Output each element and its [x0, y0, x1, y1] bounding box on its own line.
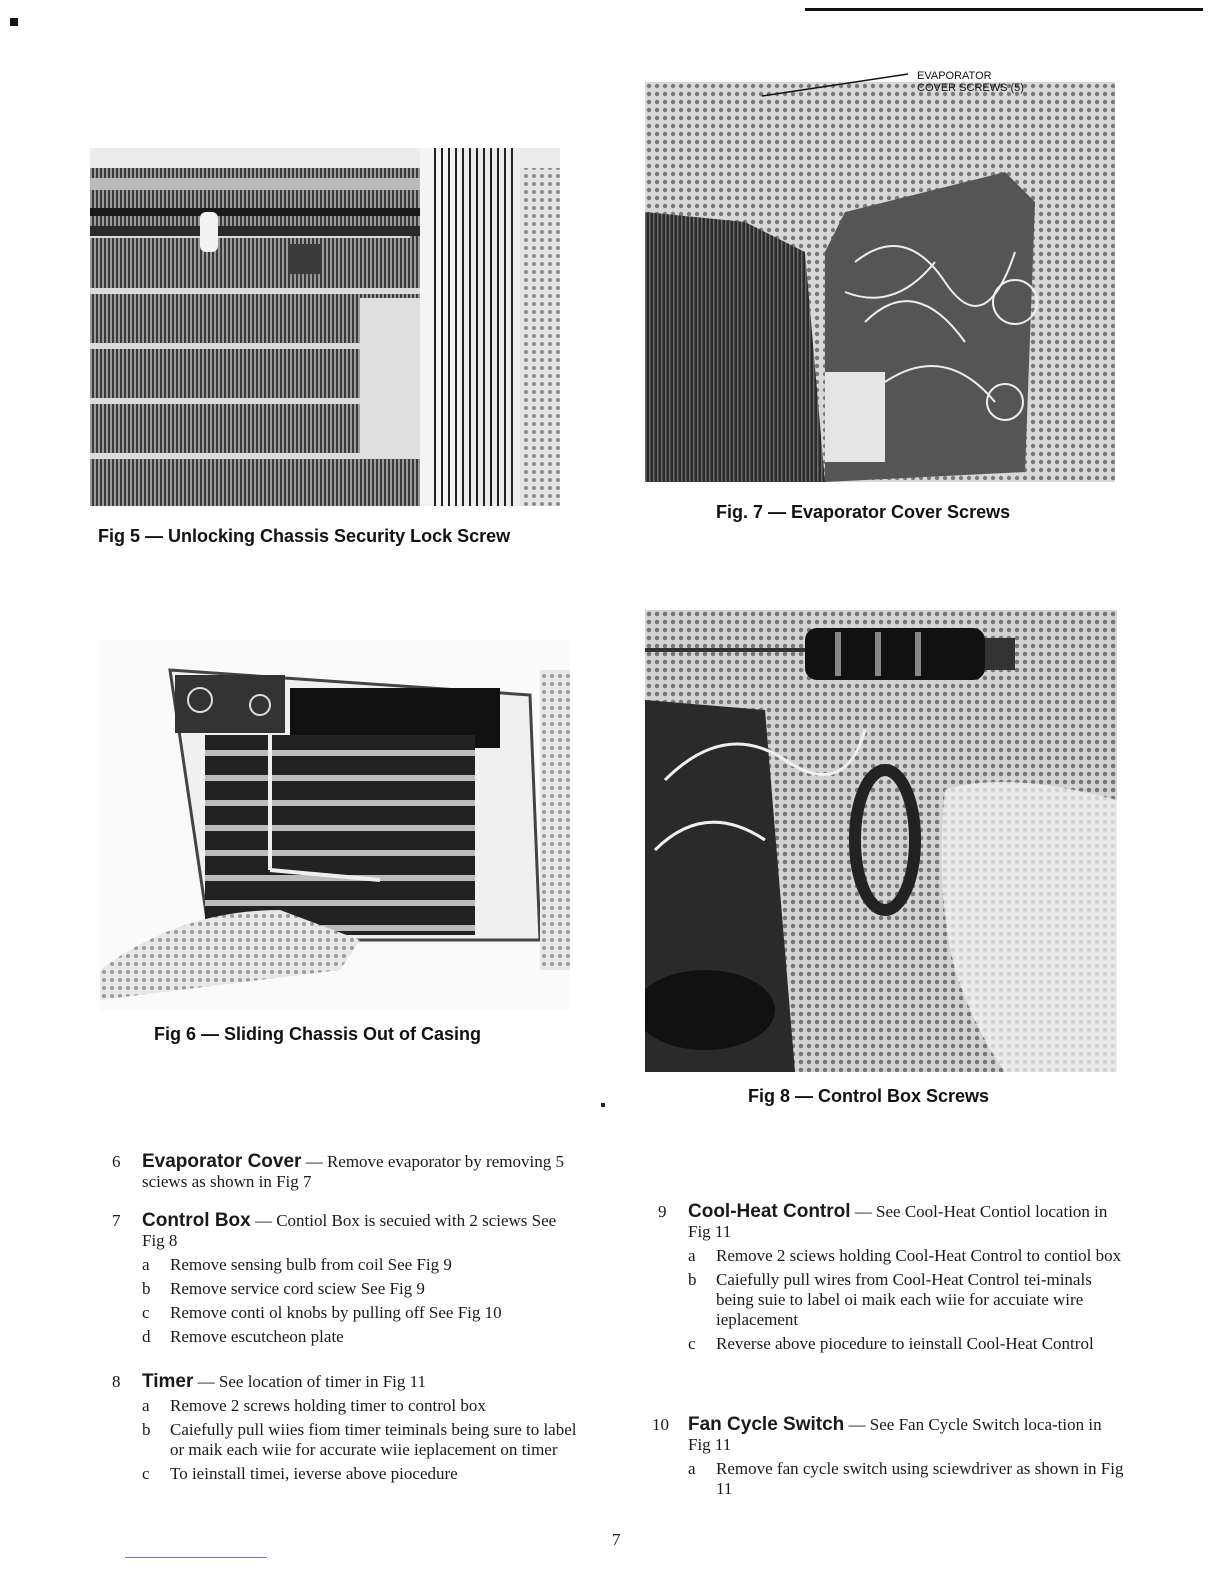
list-item	[142, 1420, 577, 1460]
item-letter: a	[688, 1246, 696, 1265]
list-item	[142, 1464, 577, 1484]
step-7	[112, 1211, 577, 1347]
step-9	[658, 1202, 1128, 1354]
step-title: Timer	[142, 1371, 194, 1392]
item-letter: b	[142, 1420, 151, 1439]
fig7-photo	[645, 82, 1115, 482]
fig6-photo	[100, 640, 570, 1010]
fig7-callout-leader	[760, 70, 910, 100]
item-text: Caiefully pull wiies fiom timer teiminals being sure to label or maik each wiie for accurate wiie ieplacement on timer	[170, 1420, 577, 1459]
step-text: — See Fan Cycle Switch loca-tion in Fig 11	[688, 1415, 1102, 1454]
item-letter: a	[142, 1255, 150, 1274]
step-text: — Remove evaporator by removing 5 sciews as shown in Fig 7	[142, 1152, 564, 1191]
item-text: Remove 2 screws holding timer to control box	[170, 1396, 486, 1415]
fig7-callout-label	[917, 70, 1024, 94]
step-8	[112, 1372, 577, 1484]
item-text: Remove 2 sciews holding Cool-Heat Control to contiol box	[716, 1246, 1122, 1265]
list-item	[142, 1255, 577, 1275]
item-letter: c	[142, 1464, 150, 1483]
list-item	[688, 1270, 1128, 1330]
fig7-caption: Fig. 7 — Evaporator Cover Screws	[716, 502, 1011, 522]
step-number: 6	[112, 1152, 121, 1171]
step-title: Evaporator Cover	[142, 1151, 302, 1172]
list-item	[688, 1334, 1128, 1354]
item-text: Caiefully pull wires from Cool-Heat Control tei-minals being suie to label oi maik each wiie for accuiate wire ieplacement	[716, 1270, 1092, 1329]
fig7-callout-line1: EVAPORATOR	[917, 70, 992, 82]
list-item	[142, 1303, 577, 1323]
list-item	[142, 1327, 577, 1347]
item-letter: c	[142, 1303, 150, 1322]
item-letter: b	[688, 1270, 697, 1289]
fig7-callout-line2: COVER SCREWS (5)	[917, 82, 1024, 94]
list-item	[142, 1279, 577, 1299]
fig8-caption: Fig 8 — Control Box Screws	[748, 1086, 990, 1106]
list-item	[142, 1396, 577, 1416]
fig5-caption: Fig 5 — Unlocking Chassis Security Lock Screw	[98, 526, 511, 546]
step-number: 10	[652, 1415, 669, 1434]
step-text: — See Cool-Heat Contiol location in Fig 11	[688, 1202, 1108, 1241]
item-letter: a	[688, 1459, 696, 1478]
item-letter: c	[688, 1334, 696, 1353]
step-10	[652, 1415, 1128, 1499]
item-text: Remove escutcheon plate	[170, 1327, 344, 1346]
item-text: Remove conti ol knobs by pulling off See Fig 10	[170, 1303, 502, 1322]
item-letter: d	[142, 1327, 151, 1346]
item-text: Remove service cord sciew See Fig 9	[170, 1279, 425, 1298]
item-text: Reverse above piocedure to ieinstall Cool-Heat Control	[716, 1334, 1094, 1353]
step-body	[142, 1152, 577, 1192]
item-letter: b	[142, 1279, 151, 1298]
item-letter: a	[142, 1396, 150, 1415]
step-number: 9	[658, 1202, 667, 1221]
stray-mark	[601, 1103, 605, 1107]
header-rule	[805, 8, 1203, 11]
step-body	[142, 1211, 577, 1251]
fig5-photo	[90, 148, 560, 506]
fig8-photo	[645, 610, 1117, 1072]
step-number: 8	[112, 1372, 121, 1391]
item-text: Remove fan cycle switch using sciewdriver as shown in Fig 11	[716, 1459, 1124, 1498]
step-body	[688, 1415, 1128, 1455]
step-text: — See location of timer in Fig 11	[193, 1372, 427, 1391]
footer-rule	[125, 1557, 267, 1558]
page-number: 7	[612, 1530, 621, 1549]
item-text: To ieinstall timei, ieverse above piocedure	[170, 1464, 458, 1483]
corner-mark	[10, 18, 18, 26]
step-title: Control Box	[142, 1210, 251, 1231]
list-item	[688, 1246, 1128, 1266]
step-number: 7	[112, 1211, 121, 1230]
step-title: Fan Cycle Switch	[688, 1414, 845, 1435]
step-body	[688, 1202, 1128, 1242]
step-title: Cool-Heat Control	[688, 1201, 851, 1222]
step-6	[112, 1152, 577, 1192]
step-body	[142, 1372, 577, 1392]
list-item	[688, 1459, 1128, 1499]
fig6-caption: Fig 6 — Sliding Chassis Out of Casing	[154, 1024, 482, 1044]
step-text: — Contiol Box is secuied with 2 sciews See Fig 8	[142, 1211, 557, 1250]
item-text: Remove sensing bulb from coil See Fig 9	[170, 1255, 452, 1274]
